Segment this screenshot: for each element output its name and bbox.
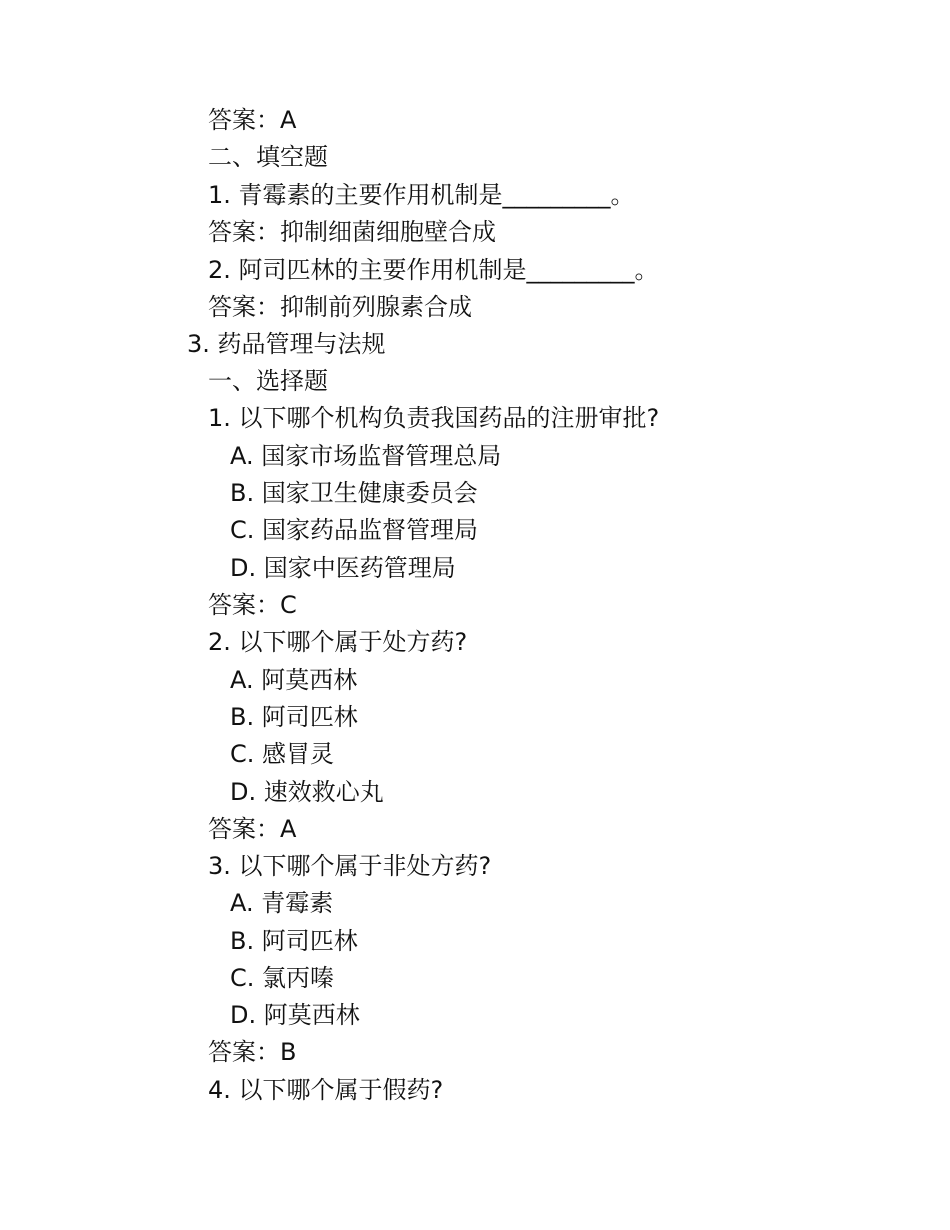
- option-line: C. 氯丙嗪: [230, 964, 335, 992]
- option-line: C. 国家药品监督管理局: [230, 516, 479, 544]
- section-heading: 一、选择题: [208, 367, 328, 395]
- question-line: 2. 阿司匹林的主要作用机制是_________。: [208, 256, 659, 284]
- question-line: 4. 以下哪个属于假药?: [208, 1076, 444, 1104]
- answer-line: 答案：B: [208, 1038, 297, 1066]
- answer-line: 答案：A: [208, 815, 297, 843]
- chapter-heading: 3. 药品管理与法规: [187, 330, 386, 358]
- question-line: 2. 以下哪个属于处方药?: [208, 628, 468, 656]
- answer-line: 答案：抑制前列腺素合成: [208, 293, 472, 321]
- question-line: 3. 以下哪个属于非处方药?: [208, 852, 492, 880]
- option-line: A. 国家市场监督管理总局: [230, 442, 502, 470]
- option-line: A. 阿莫西林: [230, 666, 358, 694]
- answer-line: 答案：抑制细菌细胞壁合成: [208, 218, 496, 246]
- option-line: C. 感冒灵: [230, 740, 335, 768]
- answer-line: 答案：C: [208, 591, 297, 619]
- question-line: 1. 以下哪个机构负责我国药品的注册审批?: [208, 404, 660, 432]
- option-line: B. 国家卫生健康委员会: [230, 479, 478, 507]
- option-line: A. 青霉素: [230, 889, 334, 917]
- option-line: D. 国家中医药管理局: [230, 554, 456, 582]
- section-heading: 二、填空题: [208, 143, 328, 171]
- option-line: B. 阿司匹林: [230, 703, 358, 731]
- option-line: D. 速效救心丸: [230, 778, 384, 806]
- option-line: B. 阿司匹林: [230, 927, 358, 955]
- option-line: D. 阿莫西林: [230, 1001, 360, 1029]
- question-line: 1. 青霉素的主要作用机制是_________。: [208, 181, 635, 209]
- answer-line: 答案：A: [208, 106, 297, 134]
